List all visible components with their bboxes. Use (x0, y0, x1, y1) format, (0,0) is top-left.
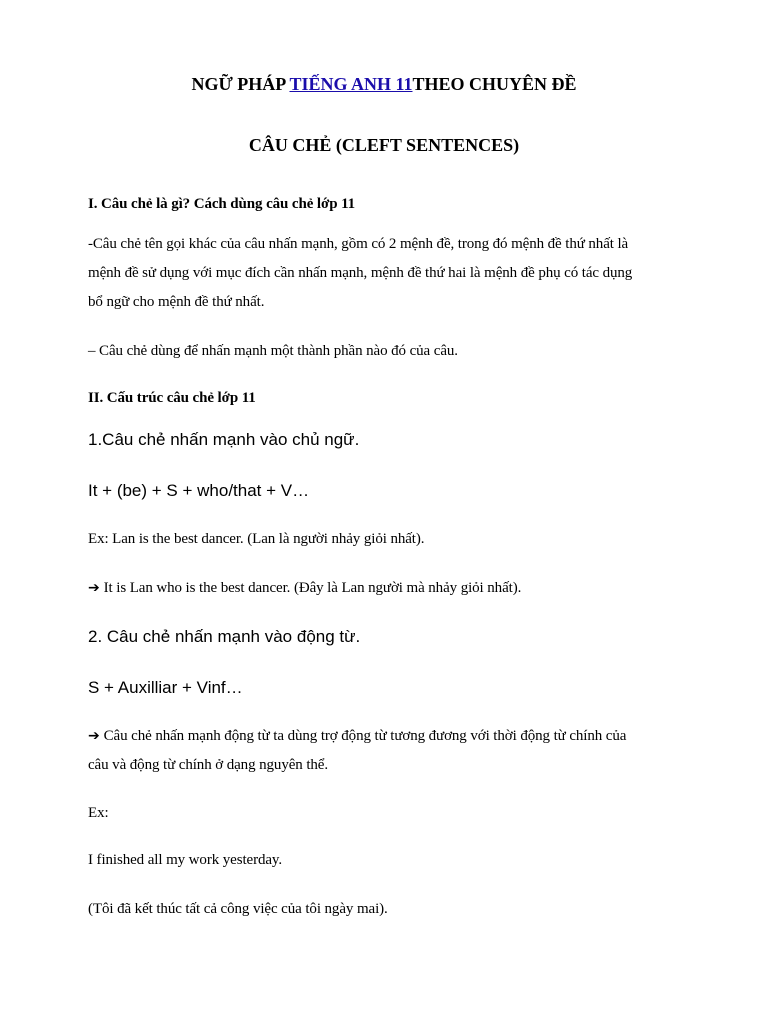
example1-result-text: It is Lan who is the best dancer. (Đây là Lan người mà nhảy giỏi nhất). (103, 580, 522, 596)
para1-line3: bổ ngữ cho mệnh đề thứ nhất. (88, 294, 265, 310)
page-subtitle: CÂU CHẺ (CLEFT SENTENCES) (248, 135, 520, 155)
example2-translation: (Tôi đã kết thúc tất cả công việc của tôi ngày mai). (88, 901, 388, 917)
formula2: S + Auxilliar + Vinf… (88, 678, 243, 697)
example-label: Ex: (88, 805, 109, 821)
right-arrow-icon: ➔ (88, 580, 100, 596)
sub1-heading: 1.Câu chẻ nhấn mạnh vào chủ ngữ. (88, 430, 360, 449)
section1-heading: I. Câu chẻ là gì? Cách dùng câu chẻ lớp 11 (88, 196, 356, 212)
title-suffix: THEO CHUYÊN ĐỀ (412, 74, 577, 94)
right-arrow-icon: ➔ (88, 728, 100, 744)
para1-line2: mệnh đề sử dụng với mục đích cần nhấn mạnh, mệnh đề thứ hai là mệnh đề phụ có tác dụng (88, 265, 633, 281)
para2: – Câu chẻ dùng để nhấn mạnh một thành phần nào đó của câu. (88, 343, 458, 359)
formula1: It + (be) + S + who/that + V… (88, 481, 310, 500)
section2-heading: II. Cấu trúc câu chẻ lớp 11 (88, 390, 256, 406)
para1-line1: -Câu chẻ tên gọi khác của câu nhấn mạnh, gồm có 2 mệnh đề, trong đó mệnh đề thứ nhất là (88, 236, 629, 252)
example1-result (88, 580, 521, 597)
page-title (0, 74, 768, 95)
title-prefix: NGỮ PHÁP (191, 74, 290, 94)
para3-line1 (88, 728, 626, 745)
example1: Ex: Lan is the best dancer. (Lan là người nhảy giỏi nhất). (88, 531, 425, 547)
para3-line2: câu và động từ chính ở dạng nguyên thể. (88, 757, 329, 773)
para3-line1-text: Câu chẻ nhấn mạnh động từ ta dùng trợ động từ tương đương với thời động từ chính của (103, 728, 627, 744)
example2: I finished all my work yesterday. (88, 852, 283, 868)
sub2-heading: 2. Câu chẻ nhấn mạnh vào động từ. (88, 627, 361, 646)
title-link[interactable]: TIẾNG ANH 11 (289, 74, 413, 94)
